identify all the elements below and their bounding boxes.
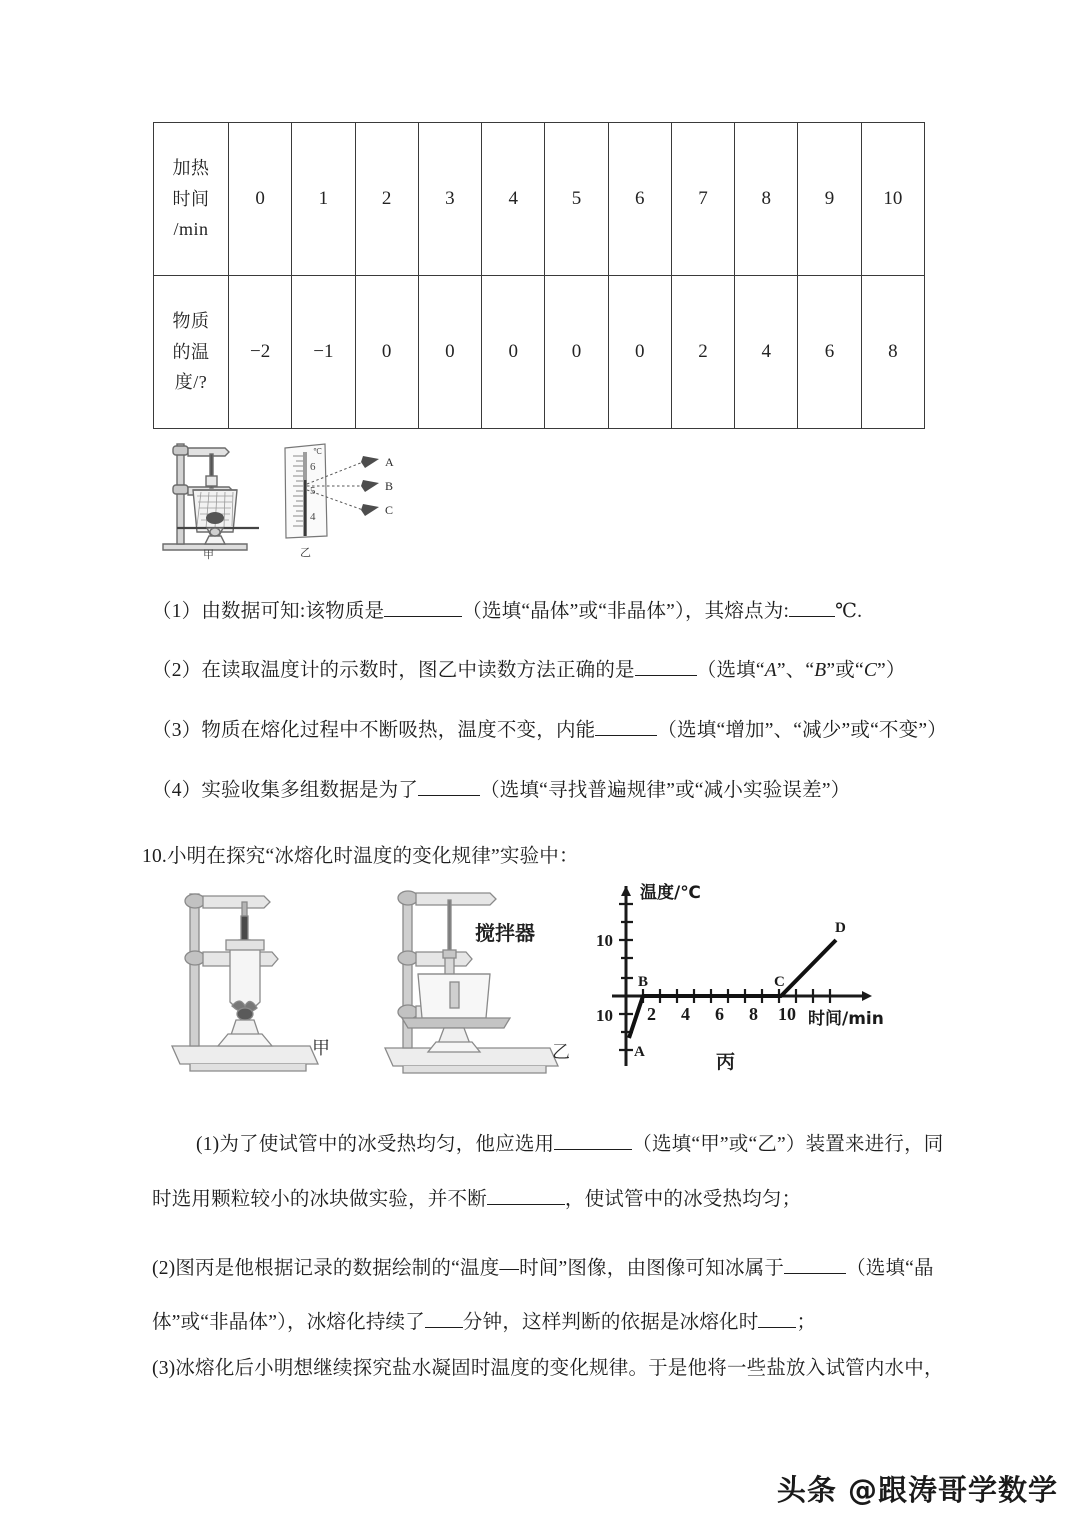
q10-2-blank-1[interactable] [784, 1253, 846, 1274]
thermometer-unit: ℃ [313, 447, 322, 456]
eye-icon-group [361, 456, 379, 516]
chart-point-label-c: C [774, 974, 785, 990]
row-header-time-line2: 时间 [172, 188, 210, 209]
q10-1-l1b: （选填“甲”或“乙”）装置来进行，同 [632, 1134, 944, 1155]
q10-1-l2a: 时选用颗粒较小的冰块做实验，并不断 [152, 1189, 487, 1210]
row-header-time-line1: 加热 [172, 157, 210, 178]
table-cell-temp: −1 [292, 276, 355, 429]
heating-data-table [153, 122, 925, 429]
q10-1-l2b: ，使试管中的冰受热均匀； [564, 1189, 802, 1210]
table-row-time [154, 123, 925, 276]
eye-label-b: B [385, 479, 394, 493]
figure-q9-svg [155, 432, 435, 560]
table-cell-time: 6 [608, 123, 671, 276]
q9-2-blank[interactable] [635, 655, 697, 676]
thermometer-tick-6: 6 [310, 461, 316, 473]
table-cell-temp: 4 [735, 276, 798, 429]
thermometer-tick-5: 5 [310, 485, 316, 497]
table-cell-temp: 0 [545, 276, 608, 429]
stirrer-label: 搅拌器 [475, 921, 535, 945]
q9-2-option-c: C [863, 660, 878, 681]
chart-x-arrow [862, 991, 872, 1001]
q9-2-sep2: ”或“ [826, 660, 864, 681]
table-cell-temp: 0 [608, 276, 671, 429]
row-header-time [154, 123, 229, 276]
question10-item-3: (3)冰熔化后小明想继续探究盐水凝固时温度的变化规律。于是他将一些盐放入试管内水中， [152, 1358, 944, 1379]
q10-2-blank-2[interactable] [425, 1307, 463, 1328]
table-cell-temp: 8 [861, 276, 924, 429]
chart-xtick-6: 6 [715, 1004, 724, 1024]
chart-xtick-10: 10 [778, 1004, 796, 1024]
chart-ytick-label-lower: 10 [596, 1006, 613, 1025]
chart-point-label-a: A [634, 1044, 645, 1060]
eye-label-a: A [385, 455, 394, 469]
table-cell-time: 0 [229, 123, 292, 276]
question10-stem: 10.小明在探究“冰熔化时温度的变化规律”实验中： [142, 846, 579, 867]
table-cell-time: 2 [355, 123, 418, 276]
table-cell-time: 10 [861, 123, 924, 276]
figure-label-bing: 丙 [716, 1051, 736, 1073]
eye-label-c: C [385, 503, 394, 517]
table-cell-time: 1 [292, 123, 355, 276]
table-cell-time: 8 [735, 123, 798, 276]
apparatus-yi-q10-icon [385, 891, 558, 1073]
thermometer-icon [285, 444, 327, 538]
q9-1-middle: （选填“晶体”或“非晶体”），其熔点为: [462, 601, 790, 622]
chart-y-arrow [621, 886, 631, 896]
row-header-time-line3: /min [173, 219, 209, 240]
question9-item-3 [152, 714, 947, 742]
chart-xtick-4: 4 [681, 1004, 690, 1024]
q10-2-l2a: 体”或“非晶体”），冰熔化持续了 [152, 1312, 425, 1333]
question9-item-4 [152, 774, 850, 802]
eye-icon-b [361, 480, 379, 492]
figure-q10-svg [160, 878, 950, 1083]
figure-label-jia-q10: 甲 [312, 1038, 330, 1059]
eye-icon-a [361, 456, 379, 468]
q9-2-prefix: （2）在读取温度计的示数时，图乙中读数方法正确的是 [152, 660, 635, 681]
table-cell-temp: 0 [355, 276, 418, 429]
row-header-temperature [154, 276, 229, 429]
figure-label-yi: 乙 [300, 547, 311, 559]
chart-xlabel: 时间/min [808, 1009, 884, 1029]
q10-2-blank-3[interactable] [758, 1307, 796, 1328]
apparatus-jia-icon [163, 444, 259, 550]
table-row-temperature [154, 276, 925, 429]
chart-point-label-b: B [638, 974, 649, 990]
figure-q10 [160, 878, 950, 1083]
q10-2-l1b: （选填“晶 [846, 1258, 934, 1279]
table-cell-time: 4 [482, 123, 545, 276]
thermometer-tick-4: 4 [310, 511, 316, 523]
q9-1-prefix: （1）由数据可知:该物质是 [152, 601, 385, 622]
q9-1-blank-2[interactable] [789, 596, 835, 617]
q9-2-middle: （选填“ [696, 660, 765, 681]
q9-1-suffix: ℃. [835, 601, 863, 622]
figure-q9 [155, 432, 435, 560]
table-cell-temp: 2 [671, 276, 734, 429]
question10-item-1-line2 [152, 1183, 801, 1211]
q9-4-prefix: （4）实验收集多组数据是为了 [152, 780, 419, 801]
q10-2-l2b: 分钟，这样判断的依据是冰熔化时 [462, 1312, 759, 1333]
figure-label-jia: 甲 [203, 549, 214, 560]
table-cell-time: 7 [671, 123, 734, 276]
apparatus-jia-q10-icon [172, 894, 318, 1071]
question10-item-2-line1 [152, 1252, 934, 1280]
chart-xtick-8: 8 [749, 1004, 758, 1024]
chart-ytick-label-upper: 10 [596, 931, 613, 950]
q9-2-sep1: ”、“ [776, 660, 815, 681]
row-header-temp-line1: 物质 [172, 310, 210, 331]
q10-1-blank-2[interactable] [487, 1184, 565, 1205]
question10-item-1-line1 [196, 1128, 943, 1156]
eye-icon-c [361, 504, 379, 516]
table-cell-time: 5 [545, 123, 608, 276]
table-cell-time: 9 [798, 123, 861, 276]
table-cell-time: 3 [418, 123, 481, 276]
chart-xtick-2: 2 [647, 1004, 656, 1024]
q10-1-l1a: (1)为了使试管中的冰受热均匀，他应选用 [196, 1134, 555, 1155]
watermark: 头条 @跟涛哥学数学 [776, 1473, 1058, 1507]
q10-2-l2c: ； [796, 1312, 817, 1333]
q10-2-l1a: (2)图丙是他根据记录的数据绘制的“温度—时间”图像，由图像可知冰属于 [152, 1258, 785, 1279]
temperature-time-chart [596, 882, 884, 1073]
question10-item-2-line2 [152, 1306, 816, 1334]
q9-3-suffix: （选填“增加”、“减少”或“不变”） [657, 720, 947, 741]
q9-4-suffix: （选填“寻找普遍规律”或“减小实验误差”） [480, 780, 851, 801]
q9-4-blank[interactable] [418, 775, 480, 796]
q9-3-prefix: （3）物质在熔化过程中不断吸热，温度不变，内能 [152, 720, 596, 741]
q9-2-option-a: A [764, 660, 777, 681]
row-header-temp-line2: 的温 [172, 341, 210, 362]
chart-ylabel: 温度/℃ [640, 883, 701, 903]
figure-label-yi-q10: 乙 [552, 1042, 570, 1063]
table-cell-temp: 0 [482, 276, 545, 429]
q9-1-blank-1[interactable] [384, 596, 462, 617]
chart-point-label-d: D [835, 920, 846, 936]
table-cell-temp: −2 [229, 276, 292, 429]
q9-2-suffix: ”） [877, 660, 906, 681]
question9-item-1 [152, 595, 862, 623]
table-cell-temp: 6 [798, 276, 861, 429]
row-header-temp-line3: 度/? [174, 372, 208, 393]
table-cell-temp: 0 [418, 276, 481, 429]
q10-1-blank-1[interactable] [554, 1129, 632, 1150]
question9-item-2 [152, 654, 906, 682]
q9-2-option-b: B [814, 660, 827, 681]
q9-3-blank[interactable] [595, 715, 657, 736]
